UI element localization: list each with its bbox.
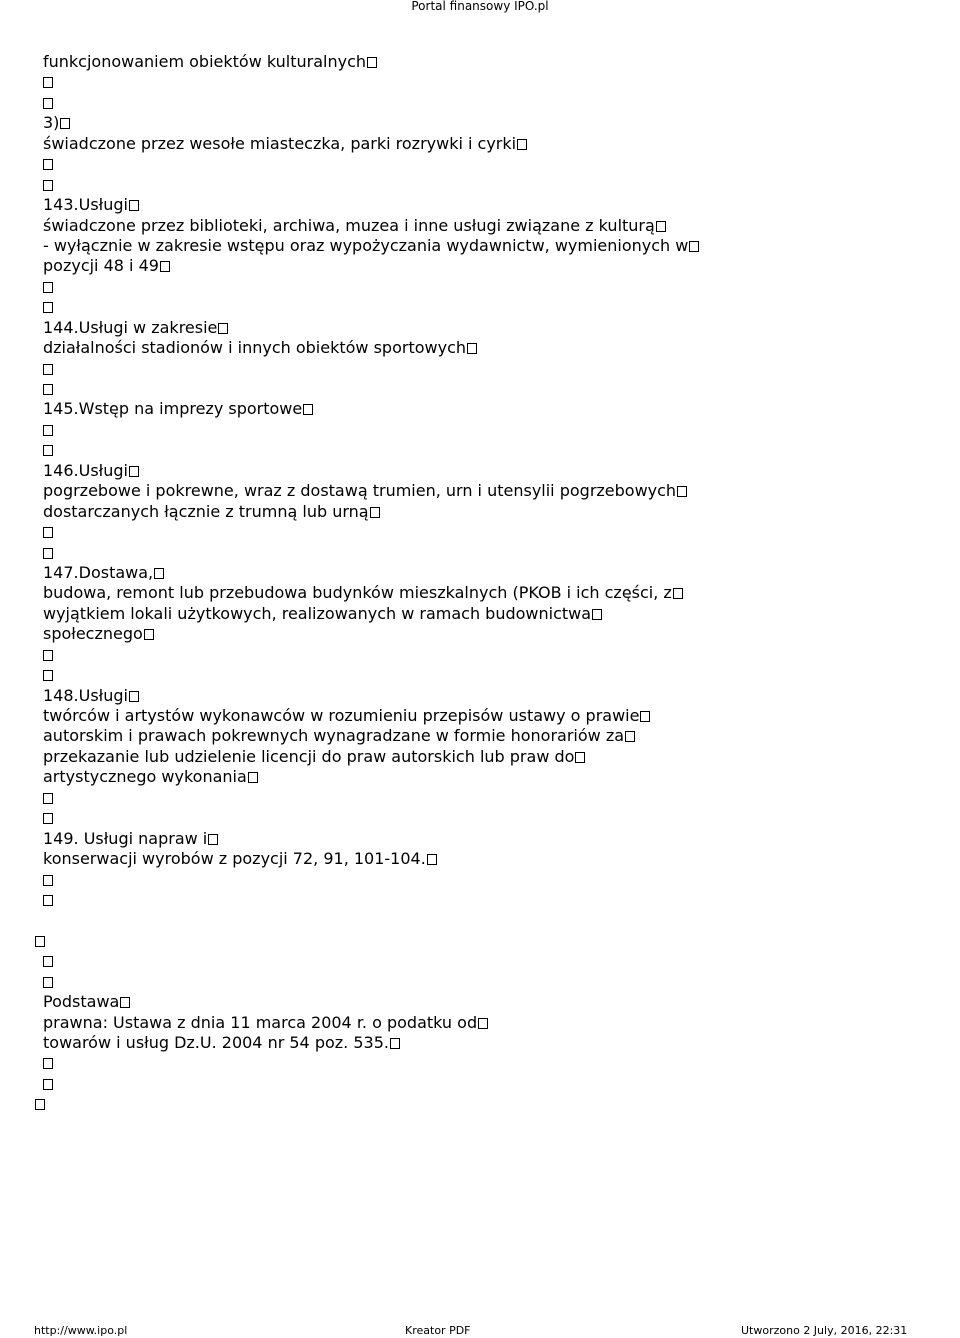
footer-creator: Kreator PDF: [405, 1324, 471, 1337]
text-line: [0, 583, 960, 603]
line-text: autorskim i prawach pokrewnych wynagradzane w formie honorariów za: [43, 726, 625, 746]
missing-glyph-box-icon: [625, 731, 635, 742]
missing-glyph-box-icon: [129, 200, 139, 211]
text-line: [0, 481, 960, 501]
text-line: [0, 297, 960, 317]
text-line: [0, 195, 960, 215]
text-line: [0, 1033, 960, 1053]
line-text: 144.Usługi w zakresie: [43, 317, 218, 337]
missing-glyph-box-icon: [43, 875, 53, 886]
line-text: towarów i usług Dz.U. 2004 nr 54 poz. 535.: [43, 1033, 389, 1052]
text-line: [0, 1074, 960, 1094]
missing-glyph-box-icon: [35, 936, 45, 947]
line-text: budowa, remont lub przebudowa budynków mieszkalnych (PKOB i ich części, z: [43, 583, 672, 603]
line-text: 146.Usługi: [43, 460, 128, 480]
missing-glyph-box-icon: [129, 466, 139, 477]
missing-glyph-box-icon: [60, 118, 70, 129]
missing-glyph-box-icon: [656, 221, 666, 232]
line-text: wyjątkiem lokali użytkowych, realizowanych w ramach budownictwa: [43, 603, 592, 623]
missing-glyph-box-icon: [120, 997, 130, 1008]
line-text: - wyłącznie w zakresie wstępu oraz wypożyczania wydawnictw, wymienionych w: [43, 235, 689, 255]
text-line: [0, 113, 960, 133]
missing-glyph-box-icon: [43, 1058, 53, 1069]
missing-glyph-box-icon: [248, 772, 258, 783]
missing-glyph-box-icon: [43, 282, 53, 293]
missing-glyph-box-icon: [43, 650, 53, 661]
text-line: [0, 440, 960, 460]
missing-glyph-box-icon: [673, 588, 683, 599]
text-line: [0, 277, 960, 297]
missing-glyph-box-icon: [43, 445, 53, 456]
footer-created-date: Utworzono 2 July, 2016, 22:31: [741, 1324, 908, 1337]
text-line: [0, 1053, 960, 1073]
line-text: 149. Usługi napraw i: [43, 828, 208, 848]
missing-glyph-box-icon: [144, 629, 154, 640]
missing-glyph-box-icon: [43, 77, 53, 88]
text-line: [0, 175, 960, 195]
text-line: [0, 890, 960, 910]
text-line: [0, 767, 960, 787]
text-line: [0, 665, 960, 685]
line-text: Podstawa: [43, 992, 120, 1012]
line-text: pozycji 48 i 49: [43, 256, 159, 276]
line-text: artystycznego wykonania: [43, 767, 247, 787]
missing-glyph-box-icon: [154, 568, 164, 579]
line-text: 3): [43, 113, 60, 133]
missing-glyph-box-icon: [43, 364, 53, 375]
missing-glyph-box-icon: [43, 159, 53, 170]
text-line: [0, 318, 960, 338]
footer-url[interactable]: http://www.ipo.pl: [34, 1324, 128, 1337]
line-text: przekazanie lub udzielenie licencji do praw autorskich lub praw do: [43, 746, 575, 766]
missing-glyph-box-icon: [43, 527, 53, 538]
missing-glyph-box-icon: [129, 691, 139, 702]
text-line: [0, 420, 960, 440]
missing-glyph-box-icon: [467, 343, 477, 354]
missing-glyph-box-icon: [390, 1038, 400, 1049]
text-line: [0, 216, 960, 236]
missing-glyph-box-icon: [303, 404, 313, 415]
text-line: [0, 747, 960, 767]
line-text: funkcjonowaniem obiektów kulturalnych: [43, 52, 367, 71]
missing-glyph-box-icon: [478, 1018, 488, 1029]
line-text: twórców i artystów wykonawców w rozumieniu przepisów ustawy o prawie: [43, 706, 640, 725]
text-line: [0, 645, 960, 665]
text-line: [0, 461, 960, 481]
page-header-title: Portal finansowy IPO.pl: [411, 0, 549, 13]
text-line: [0, 992, 960, 1012]
missing-glyph-box-icon: [43, 302, 53, 313]
text-line: [0, 236, 960, 256]
text-line: [0, 788, 960, 808]
text-line: [0, 624, 960, 644]
line-text: dostarczanych łącznie z trumną lub urną: [43, 501, 369, 521]
missing-glyph-box-icon: [160, 261, 170, 272]
missing-glyph-box-icon: [370, 507, 380, 518]
missing-glyph-box-icon: [43, 1079, 53, 1090]
line-text: 147.Dostawa,: [43, 562, 154, 582]
text-line: [0, 1013, 960, 1033]
missing-glyph-box-icon: [43, 384, 53, 395]
text-line: [0, 951, 960, 971]
missing-glyph-box-icon: [43, 548, 53, 559]
text-line: [0, 686, 960, 706]
document-body: [0, 52, 960, 1115]
missing-glyph-box-icon: [575, 752, 585, 763]
text-line: [0, 134, 960, 154]
missing-glyph-box-icon: [43, 425, 53, 436]
text-line: [0, 563, 960, 583]
text-line: [0, 870, 960, 890]
text-line: [0, 829, 960, 849]
text-line: [0, 972, 960, 992]
missing-glyph-box-icon: [43, 793, 53, 804]
blank-line: [0, 910, 960, 930]
missing-glyph-box-icon: [43, 895, 53, 906]
missing-glyph-box-icon: [517, 139, 527, 150]
text-line: [0, 706, 960, 726]
text-line: [0, 256, 960, 276]
text-line: [0, 52, 960, 72]
missing-glyph-box-icon: [677, 486, 687, 497]
missing-glyph-box-icon: [208, 834, 218, 845]
missing-glyph-box-icon: [367, 57, 377, 68]
text-line: [0, 604, 960, 624]
line-text: 148.Usługi: [43, 685, 128, 705]
text-line: [0, 522, 960, 542]
text-line: [0, 154, 960, 174]
line-text: prawna: Ustawa z dnia 11 marca 2004 r. o podatku od: [43, 1012, 478, 1032]
text-line: [0, 726, 960, 746]
page-footer: [0, 1324, 960, 1338]
missing-glyph-box-icon: [43, 977, 53, 988]
text-line: [0, 931, 960, 951]
text-line: [0, 399, 960, 419]
line-text: 143.Usługi: [43, 195, 128, 215]
missing-glyph-box-icon: [592, 609, 602, 620]
missing-glyph-box-icon: [35, 1099, 45, 1110]
text-line: [0, 93, 960, 113]
missing-glyph-box-icon: [43, 813, 53, 824]
missing-glyph-box-icon: [43, 180, 53, 191]
line-text: społecznego: [43, 624, 143, 644]
text-line: [0, 543, 960, 563]
line-text: działalności stadionów i innych obiektów sportowych: [43, 338, 466, 358]
missing-glyph-box-icon: [43, 956, 53, 967]
missing-glyph-box-icon: [427, 854, 437, 865]
text-line: [0, 359, 960, 379]
text-line: [0, 338, 960, 358]
text-line: [0, 849, 960, 869]
line-text: świadczone przez biblioteki, archiwa, muzea i inne usługi związane z kulturą: [43, 215, 655, 235]
line-text: konserwacji wyrobów z pozycji 72, 91, 101-104.: [43, 849, 426, 869]
missing-glyph-box-icon: [43, 98, 53, 109]
missing-glyph-box-icon: [640, 711, 650, 722]
text-line: [0, 808, 960, 828]
missing-glyph-box-icon: [689, 241, 699, 252]
line-text: 145.Wstęp na imprezy sportowe: [43, 399, 303, 419]
text-line: [0, 502, 960, 522]
line-text: świadczone przez wesołe miasteczka, parki rozrywki i cyrki: [43, 133, 517, 153]
text-line: [0, 1094, 960, 1114]
missing-glyph-box-icon: [43, 670, 53, 681]
line-text: pogrzebowe i pokrewne, wraz z dostawą trumien, urn i utensylii pogrzebowych: [43, 481, 677, 501]
text-line: [0, 72, 960, 92]
missing-glyph-box-icon: [218, 323, 228, 334]
text-line: [0, 379, 960, 399]
